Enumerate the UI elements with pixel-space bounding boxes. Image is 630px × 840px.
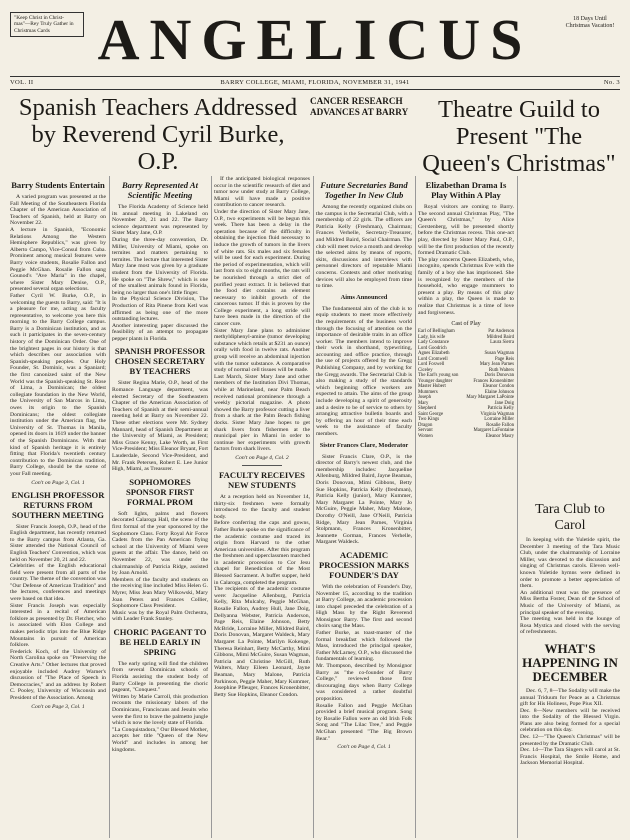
headline-tara-club: Tara Club to Carol <box>535 502 605 533</box>
cast-actor: Page Reis <box>494 356 514 362</box>
ear-left: "Keep Christ in Christ-mas"—Rey Truly Gather in Christmas Cards <box>10 12 84 37</box>
column-rule <box>313 176 314 838</box>
headline-choric-pageant: CHORIC PAGEANT TO BE HELD EARLY IN SPRING <box>113 626 207 657</box>
cast-row <box>418 434 514 440</box>
cast-role: Lady Constance <box>418 340 450 346</box>
nameplate: ANGELICUS <box>97 7 533 72</box>
subhead-moderator: Sister Frances Clare, Moderator <box>319 441 409 449</box>
cast-actor: Patricia Kelly <box>487 406 514 412</box>
column-4 <box>316 176 412 838</box>
cast-actor: Mary Margaret LaPointe <box>466 395 514 401</box>
subhead-aims: Aims Announced <box>340 293 388 301</box>
headline-spanish-secretary: SPANISH PROFESSOR CHOSEN SECRETARY BY TEACHERS <box>114 346 206 377</box>
divider <box>242 465 282 466</box>
column-2 <box>112 176 208 838</box>
cast-list <box>418 329 514 439</box>
volume: VOL. II <box>10 79 34 86</box>
cast-role: Lord Goodrich <box>418 345 447 351</box>
headline-whats-happening: WHAT'S HAPPENING IN DECEMBER <box>522 640 618 684</box>
cast-role: Younger daughter <box>418 378 453 384</box>
cast-actor: Rosalie Fallon <box>486 422 514 428</box>
continuation-note: Con't on Page 4, Col. 2 <box>235 454 289 461</box>
cast-role: Two Kings <box>418 417 440 423</box>
continuation-note: Con't on Page 4, Col. 1 <box>337 744 391 751</box>
cast-role: Shepherd <box>418 406 437 412</box>
article-body: Among the recently organized clubs on the campus is the Secretarial Club, with a membership of 22 girls. The officers are Patricia Kelly (Freshman), Chairman; Frances Verhelle, Secretary-Treasurer, and Mildred Baird, Social Chairman. The club will meet twice a month and develop the selected aims by means of reports, skits, discussions and interviews with personnel directors of reputable Miami concerns. Contests and other motivating devices will also be employed from time to time. <box>316 204 412 290</box>
cast-title: Cast of Play <box>451 321 481 328</box>
headline-english-professor: ENGLISH PROFESSOR RETURNS FROM SOUTHERN MEETING <box>11 489 105 520</box>
cast-actor: Eleanor Condon <box>482 384 514 390</box>
column-rule <box>109 176 110 838</box>
headline-students-entertain: Barry Students Entertain <box>11 180 105 190</box>
column-6-top-spacer <box>520 176 620 494</box>
cast-role: Saint George <box>418 411 444 417</box>
cast-role: Lord Foxwell <box>418 362 445 368</box>
cast-role: Lady, his wife <box>418 334 446 340</box>
masthead <box>10 4 620 76</box>
headline-cancer-research: CANCER RESEARCH ADVANCES AT BARRY <box>310 96 409 117</box>
article-body: With the celebration of Founder's Day, November 15, according to the tradition at Barry College, an academic procession into chapel preceded the celebration of a High Mass by the Right Reverend Monsignor Barry. The first and second choirs sang the Mass. Father Burke, as toast-master of the formal breakfast which followed the Mass, introduced the principal speaker, Father McLarney, O.P., who discussed the fundamentals of learning. Mr. Thompson, described by Monsignor Barry as "the co-founder of Barry College," reviewed those first discouraging days when Barry College was considered a rather doubtful proposition. Rosalie Fallon and Peggie McGhan provided a brief musical program. Song by Rosalie Fallon were an old Irish Folk Song and "The Lilac Tree," and Peggie McGhan presented "The Big Brown Bear." <box>316 583 412 742</box>
column-rule <box>517 176 518 838</box>
cast-actor: Frances Kronenbitter <box>473 378 514 384</box>
column-3 <box>214 176 310 838</box>
article-body: Dec. 6, 7, 8—The Sodality will make the annual Triduum for Peace as a Christmas gift for His Holiness, Pope Pius XII. Dec. 8—New members will be received into the Sodality of the Blessed Virgin. Plans are also being formed for a special celebration on this day. Dec. 12—"The Queen's Christmas" will be presented by the Dramatic Club. Dec. 14—The Tara Singers will carol at St. Francis Hospital, the Smile Home, and Jackson Memorial Hospital. <box>520 687 620 767</box>
ear-right: 18 Days Until Christmas Vacation! <box>565 16 615 30</box>
cast-role: Ciceley <box>418 367 433 373</box>
cast-role: Dragon <box>418 422 433 428</box>
cast-actor: Doris Donovan <box>484 373 514 379</box>
cast-actor: Mildred Baird <box>486 334 514 340</box>
cast-actor: Elaine Johnson <box>484 389 514 395</box>
issue-number: No. 3 <box>603 79 620 86</box>
headline-sophomore-formal: SOPHOMORES SPONSOR FIRST FORMAL PROM <box>125 476 195 507</box>
headline-future-secretaries: Future Secretaries Band Together In New Club <box>320 180 408 200</box>
column-1 <box>10 176 106 838</box>
column-rule <box>415 176 416 838</box>
article-body: A varied program was presented at the Fall Meeting of the Southeastern Florida Chapter of the American Association of Teachers of Spanish, held at Barry on November 22. A lecture in Spanish, "Economic Relations Among the Western Hemisphere Republics," was given by Alberto Campo, Vice-Consul from Cuba. Prominent among musical features were Barry voice students, Rosalie Fallon and Peggie McGhan. Rosalie Fallon sang Gounod's "Ave Maria" in the chapel, where Sister Mary Denise, O.P., presented several organ selections. Father Cyril W. Burke, O.P., in welcoming the guests to Barry, said: "It is a pleasure for me, acting as faculty representative, to welcome you here this morning to the Barry College campus. Barry is a Dominican institution, and as such it participates in the seven-century history of the Dominican Order. One of the brightest pages in our history is that which describes our association with Spanish-speaking peoples. Our Holy Founder, St. Dominic, was a Spaniard; the first canonized saint of the New World was the Spanish-speaking St. Rose of Lima, a Dominican; the oldest collegiate foundation in the New World, the University of San Marcos in Lima, owes its origin to the Spanish Dominicans; the oldest collegiate institution under the American flag, the University of St. Thomas in Manila, opened its doors in 1619 under the banner of the Spanish Dominicans. With that kind of Spanish heritage it is entirely fitting that Florida's twentieth century contribution to the Dominican tradition, Barry College, should be the scene of your Fall meeting. <box>10 194 106 477</box>
column-5 <box>418 176 514 838</box>
continuation-note: Con't on Page 3, Col. 1 <box>31 703 85 710</box>
article-body-cancer-research: If the anticipated biological responses occur in the scientific research of diet and tumor now under study at Barry College, Miami will have made a positive contribution to cancer research. Under the direction of Sister Mary Jane, O.P., two experiments will be begun this week. There has been a delay in the operation because of the difficulty in obtaining the injection fluid necessary to induce the growth of tumors in the livers of white rats. Six males and six females will be used for each experiment. During the period of experimentation, which will last from six to eight months, the rats will be nourished through a strict diet of purified yeast extract. It is believed that the food diet contains an element necessary to inhibit growth of the cancerous tumor. If this is proven by the College experiment, a long stride will have been made in the direction of the cancer cure. Sister Mary Jane plans to administer methyldiphenyl-amine (tumor developing substance which retails at $231 an ounce) orally with food in twelve rats. Another group will receive an abdominal injection with the tumor substance. A comparative study of normal cell tissues will be made. Last March, Sister Mary Jane and other members of the Institution Divi Thomas, while at Marineland, near Palm Beach received national prominence through a weekly pictorial magazine. A photo showed the Barry professor cutting a liver from a shark at the Palm Beach fishing docks. Sister Mary Jane hopes to get shark livers from fishermen at the municipal pier in Miami in order to continue her experiments with growth factors from shark livers. <box>214 176 310 453</box>
cast-actor: Lorraine Miller <box>484 417 514 423</box>
cast-role: Mary <box>418 400 429 406</box>
article-body: Sister Francis Clare, O.P., is the director of Barry's newest club, and the membership includes: Jacqueline Allenburg, Mildred Baird, Jayne Beaman, Doris Donovan, Mimi Gibbons, Betty Sue Hopkins, Patricia Kelly (freshman), Patricia Kelly (junior), Mary Kummer, Mary Margaret La Pointe, Mary Jo McGuire, Peggie Maher, Mary Malone, Dorothy O'Neill, Jane O'Neill, Patricia Ridge, Mary Jean Parnes, Virginia Stolpmann, Frances Kronenbitter, Jeannette Gorman, Frances Verhelle, Margaret Waldeck. <box>316 453 412 546</box>
cast-role: Master Hubert <box>418 384 446 390</box>
column-6 <box>520 176 620 838</box>
cast-actor: Pat Anderson <box>488 329 514 335</box>
cast-actor: Margaret LaFontaine <box>473 428 514 434</box>
article-body: Sister Regina Marie, O.P., head of the Romance Language department, was elected Secretary of the Southeastern Chapter of the American Association of Teachers of Spanish at their semi-annual meeting held at Barry on November 22. These other elections were Mr. Sydney Mannard, head of Spanish Department at the University of Miami, as President; Miss Grace Kenny, Lake Worth, as First Vice-President; Miss Eleanor Bryant, Fort Lauderdale, Second Vice-President, and Mr. Frank Petersen, Robert E. Lee Junior High, Miami, as Treasurer. <box>112 380 208 473</box>
cast-actor: Virginia Wagman <box>480 411 514 417</box>
cast-actor: Susan Wagman <box>484 351 514 357</box>
article-body: Sister Francis Joseph, O.P., head of the English department, has recently returned to the Barry campus from Atlanta, Ga. Sister attended the National Council of English Teachers' Convention, which was held on November 20, 21 and 22. Celebrities of the English educational field were present from all parts of the country. The theme of the convention was "Our Defense of American Tradition" and the lectures, conferences and meetings were based on that idea. Sister Francis Joseph was especially interested in a recital of American folklore as presented by Dr. Fletcher, who is associated with Elon College and makes periodic trips into the Blue Ridge Mountains in pursuit of American folklore. Frederick Koch, of the University of North Carolina spoke on "Preserving the Creative Arts." Other lectures that proved enjoyable included Audrey Warner's discussion of "The Place of Speech in Democracies," and an address by Robert C. Pooley, University of Wisconsin and President of the Association. Among <box>10 523 106 701</box>
article-body: At a reception held on November 14, thirty-six freshmen were formally introduced to the faculty and student body. Before conferring the caps and gowns, Father Burke spoke on the significance of the academic costume and traced its origin from Harvard to the other American universities. After this program the freshmen and upperclassmen marched in academic procession to Cor Jesu chapel for Benediction of the Most Blessed Sacrament. A buffet supper, held in Calaroga, completed the program. The recipients of the academic costume were: Jacqueline Allenburg, Patricia Kelly, Rita Mulcahy, Peggie McGhan, Rosalie Fallon, Audrey Hull, Jane Doig, Dellyanna Webster, Patricia Anderson, Page Reis, Elaine Johnson, Betty McBride, Lorraine Miller, Mildred Baird, Doris Donovan, Margaret Waldeck, Mary Margaret La Pointe, Marilyn Kokenge, Theresa Reinhart, Betty McCarthy, Mimi Gibbons, Mimi McGuire, Susan Wagman, Patricia and Christine McGill, Ruth Walters, Mary Eileen Leonard, Jayne Beaman, Mary Malone, Patricia Parkinson, Peggie Maher, Mary Kummer, Josephine Pfleuger, Frances Kronenbitter, Betty Sue Hopkins, Eleanor Condon. <box>214 493 310 698</box>
cast-role: The Earl's young son <box>418 373 459 379</box>
headline-spanish-teachers: Spanish Teachers Addressed by Reverend Cyril Burke, O.P. <box>18 94 298 175</box>
dateline <box>10 77 620 89</box>
headline-scientific-meeting: Barry Represented At Scientific Meeting <box>121 180 199 200</box>
banner-headlines <box>10 90 620 176</box>
article-body: The Florida Academy of Science held its annual meeting in Lakeland on November 20, 21 and 22. The Barry science department was represented by Sister Mary Jane, O.P. During the three-day convention, Dr. Miller, University of Miami, spoke on termites and matters pertaining to termites. The lecture that interested Sister Mary Jane most was given by a graduate student from the University of Florida. He spoke on "The Shrew," which is one of the smallest animals found in Florida, being no larger than one's little finger. In the Physical Science Division, The Production of Rita Pinene from Ketl was affirmed as being one of the more outstanding lectures. Another interesting paper discussed the feasibility of an attempt to propagate pepper plants in Florida. <box>112 204 208 342</box>
cast-actor: Mary Jean Parnes <box>479 362 514 368</box>
article-body: Royal visitors are coming to Barry. The second annual Christmas Play, "The Queen's Christmas," by Alice Gerstenberg, will be presented shortly before the Christmas recess. This one-act play, directed by Sister Mary Paul, O.P., will be the first production of the recently formed Dramatic Club. The play concerns Queen Elizabeth, who, incognito, spends Christmas Eve with the family of a boy she has imprisoned. She is recognized by the members of the household, who engage mummers to present a play. By means of this play within a play, the Queen is made to realize that Christmas is a time of love and forgiveness. <box>418 204 514 316</box>
headline-theatre-guild: Theatre Guild to Present "The Queen's Christmas" <box>422 96 616 177</box>
cast-role: Earl of Bellingham <box>418 329 455 335</box>
cast-role: Joseph <box>418 395 432 401</box>
headline-elizabethan-drama: Elizabethan Drama Is Play Within A Play <box>425 180 507 200</box>
article-body: In keeping with the Yuletide spirit, the December 3 meeting of the Tara Music Club, under the chairmanship of Lorraine Miller, was devoted to the discussion and singing of Christmas carols. Eleven well-known Yuletide hymns were defined in order to promote a better appreciation of them. An additional treat was the presence of Miss Bertha Foster, Dean of the School of Music of the University of Miami, as principal speaker of the evening. The meeting was held in the lounge of Rosa Mystica and closed with the serving of refreshments. <box>520 537 620 636</box>
cast-role: Agnes Elizabeth <box>418 351 450 357</box>
cast-role: Women <box>418 433 433 439</box>
cast-actor: Jane Doig <box>494 400 514 406</box>
cast-role: Lord Cromwell <box>418 356 448 362</box>
cast-actor: Ruth Walters <box>489 367 514 373</box>
column-rule <box>211 176 212 838</box>
cast-actor: Eleanor Masry <box>485 433 514 439</box>
continuation-note: Con't on Page 3, Col. 1 <box>31 479 85 486</box>
headline-faculty-receives: FACULTY RECEIVES NEW STUDENTS <box>219 469 305 490</box>
headline-academic-procession: ACADEMIC PROCESSION MARKS FOUNDER'S DAY <box>318 549 409 580</box>
article-body: The fundamental aim of the club is to equip students to meet more effectively the requirements of the business world through the focusing of attention on the importance of desirable traits in an office worker. The members intend to improve their work in shorthand, typewriting, accounting and office practice, through the use of projects offered by the Gregg Publishing Company, and by working for the Gregg awards. The Secretarial Club is also making a study of the standards which beginning office workers are expected to attain. The aims of the group include developing a spirit of generosity and a desire to be of service to others by arranging attractive bulletin boards and by offering an hour of their time each week to the assistance of faculty members. <box>316 305 412 437</box>
article-body: The early spring will find the children from several Dominican schools of Florida assisting the student body of Barry College in presenting the choric pageant, "Conquest." Written by Marie Carroll, this production recounts the missionary labors of the Dominicans, Franciscans and Jesuits who were the first to brave the palmetto jungle which is now the lovely state of Florida. "La Conquistadora," Our Blessed Mother, accepts her title "Queen of the New World" and includes in among her kingdoms. <box>112 660 208 753</box>
columns <box>10 176 620 838</box>
article-body: Soft lights, palms and flowers decorated Calaroga Hall, the scene of the first formal of the year sponsored by the Sophomore Class. Forty Royal Air Force Cadets from the Pan American flying school at the University of Miami were guests at the affair. The dance, held on November 22, was under the chairmanship of Patricia Ridge, assisted by Joan Arnold. Members of the faculty and students on the receiving line included Miss Helen G. Myrer, Miss Jean Mary Wilkowski, Mary Joan Peters and Frances Collier, Sophomore Class President. Music was by the Royal Palm Orchestra, with Leader Frank Stanley. <box>112 510 208 623</box>
cast-role: Servant <box>418 428 433 434</box>
cast-actor: Laura Sierra <box>490 340 514 346</box>
dateline-center: BARRY COLLEGE, MIAMI, FLORIDA, NOVEMBER 31, 1941 <box>220 79 410 86</box>
cast-role: Mummers <box>418 389 438 395</box>
